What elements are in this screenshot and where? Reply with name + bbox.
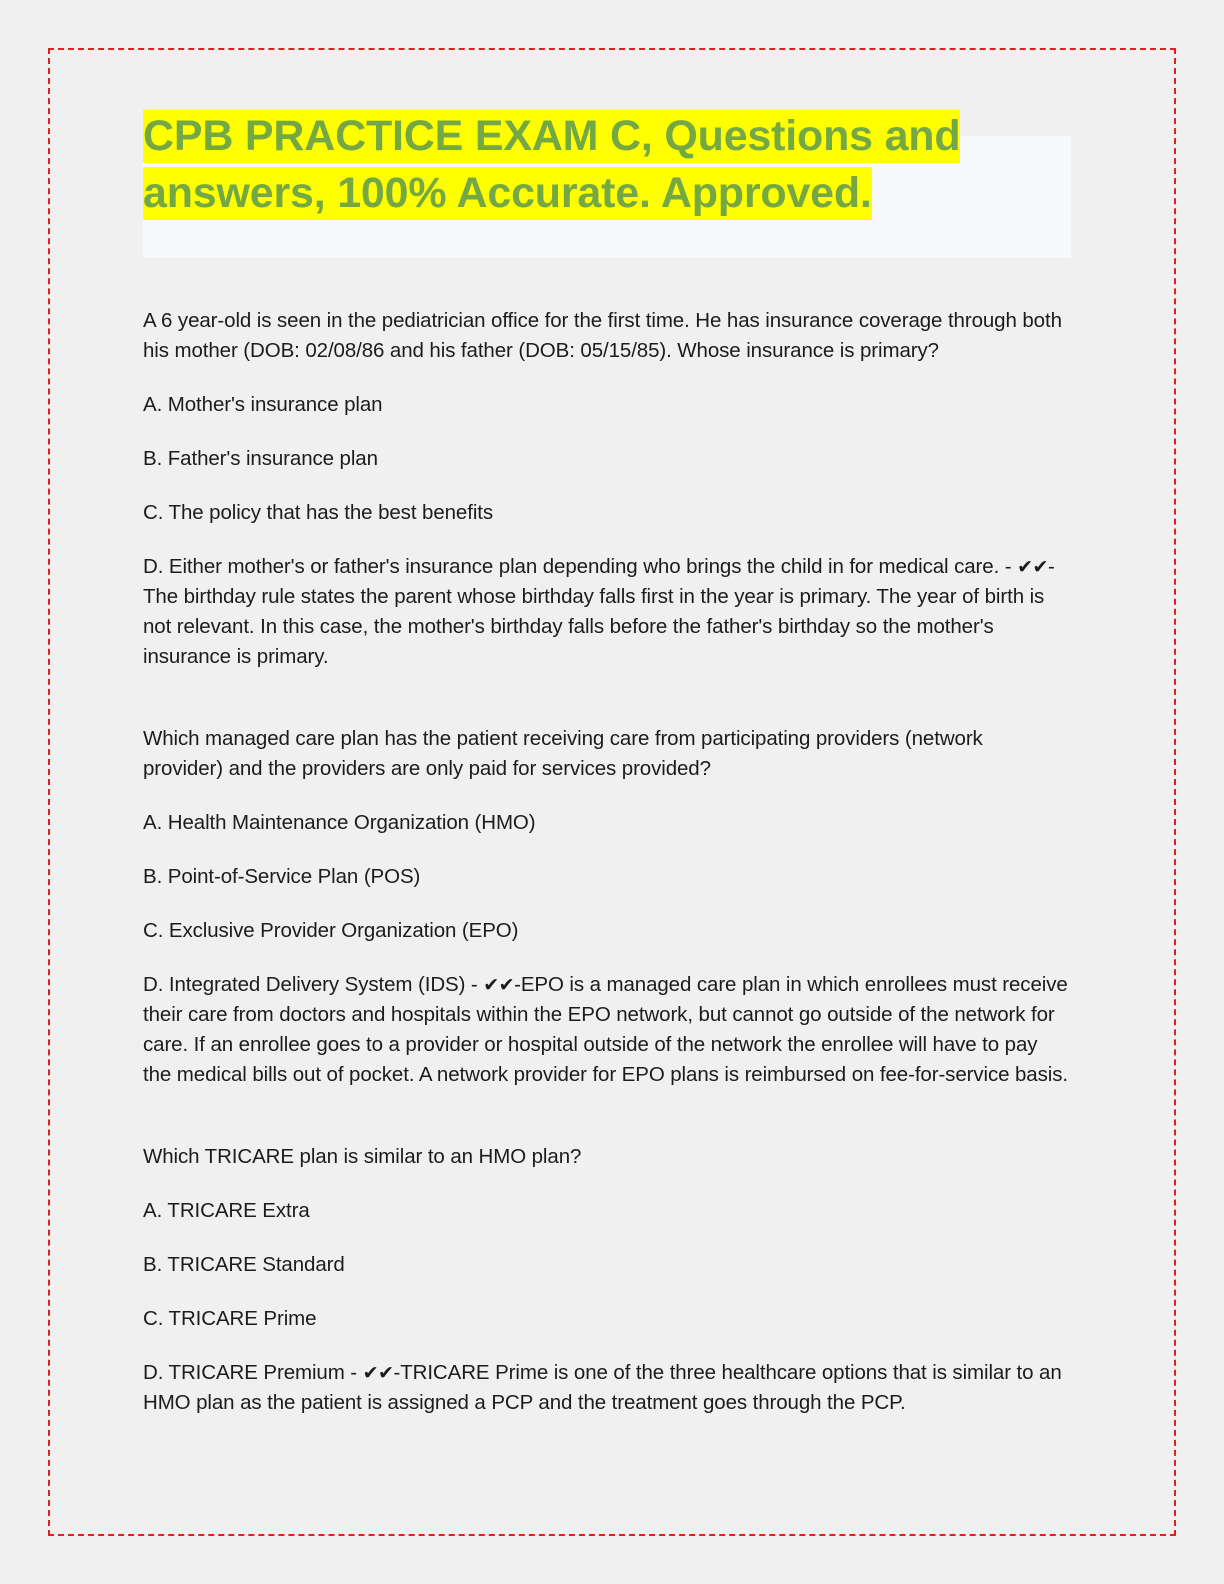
answer-rationale: -EPO is a managed care plan in which enrollees must receive their care from doctors and hospitals within the EPO network, but cannot go outside of the network for care. If an enrollee goes to a provider or hospital outside of the network the enrollee will have to pay the medical bills out of pocket. A network provider for EPO plans is reimbursed on fee-for-service basis. — [143, 973, 1068, 1086]
answer-option-text: D. Either mother's or father's insurance plan depending who brings the child in for medical care. - — [143, 555, 1018, 578]
answer-option-text: D. Integrated Delivery System (IDS) - — [143, 973, 484, 996]
check-mark-icon: ✔✔ — [483, 974, 515, 996]
answer-option: A. Health Maintenance Organization (HMO) — [143, 811, 536, 834]
page-title-highlight: CPB PRACTICE EXAM C, Questions and answers, 100% Accurate. Approved. — [143, 110, 960, 220]
question-block — [143, 1142, 1068, 1418]
question-block — [143, 724, 1068, 1090]
answer-option: B. Point-of-Service Plan (POS) — [143, 865, 421, 888]
check-mark-icon: ✔✔ — [1017, 556, 1048, 578]
answer-option: A. Mother's insurance plan — [143, 393, 383, 416]
question-stem: Which TRICARE plan is similar to an HMO plan? — [143, 1145, 582, 1168]
correct-answer-explanation — [143, 1358, 1068, 1418]
answer-option: C. The policy that has the best benefits — [143, 501, 494, 524]
correct-answer-explanation — [143, 970, 1068, 1090]
question-stem: Which managed care plan has the patient receiving care from participating providers (network provider) and the providers are only paid for services provided? — [143, 727, 983, 780]
answer-option: A. TRICARE Extra — [143, 1199, 310, 1222]
answer-option: B. TRICARE Standard — [143, 1253, 345, 1276]
answer-rationale: -The birthday rule states the parent whose birthday falls first in the year is primary. The year of birth is not relevant. In this case, the mother's birthday falls before the father's birthday so the mother's insurance is primary. — [143, 555, 1055, 668]
correct-answer-explanation — [143, 552, 1068, 672]
answer-option: C. Exclusive Provider Organization (EPO) — [143, 919, 519, 942]
questions-list — [143, 306, 1068, 1418]
answer-option: B. Father's insurance plan — [143, 447, 378, 470]
check-mark-icon: ✔✔ — [362, 1362, 394, 1384]
document-content — [48, 48, 1176, 1536]
question-block — [143, 306, 1068, 672]
answer-rationale: -TRICARE Prime is one of the three healthcare options that is similar to an HMO plan as the patient is assigned a PCP and the treatment goes through the PCP. — [143, 1361, 1062, 1414]
page-title — [143, 108, 1068, 222]
answer-option: C. TRICARE Prime — [143, 1307, 317, 1330]
question-stem: A 6 year-old is seen in the pediatrician office for the first time. He has insurance coverage through both his mother (DOB: 02/08/86 and his father (DOB: 05/15/85). Whose insurance is primary? — [143, 309, 1062, 362]
answer-option-text: D. TRICARE Premium - — [143, 1361, 363, 1384]
